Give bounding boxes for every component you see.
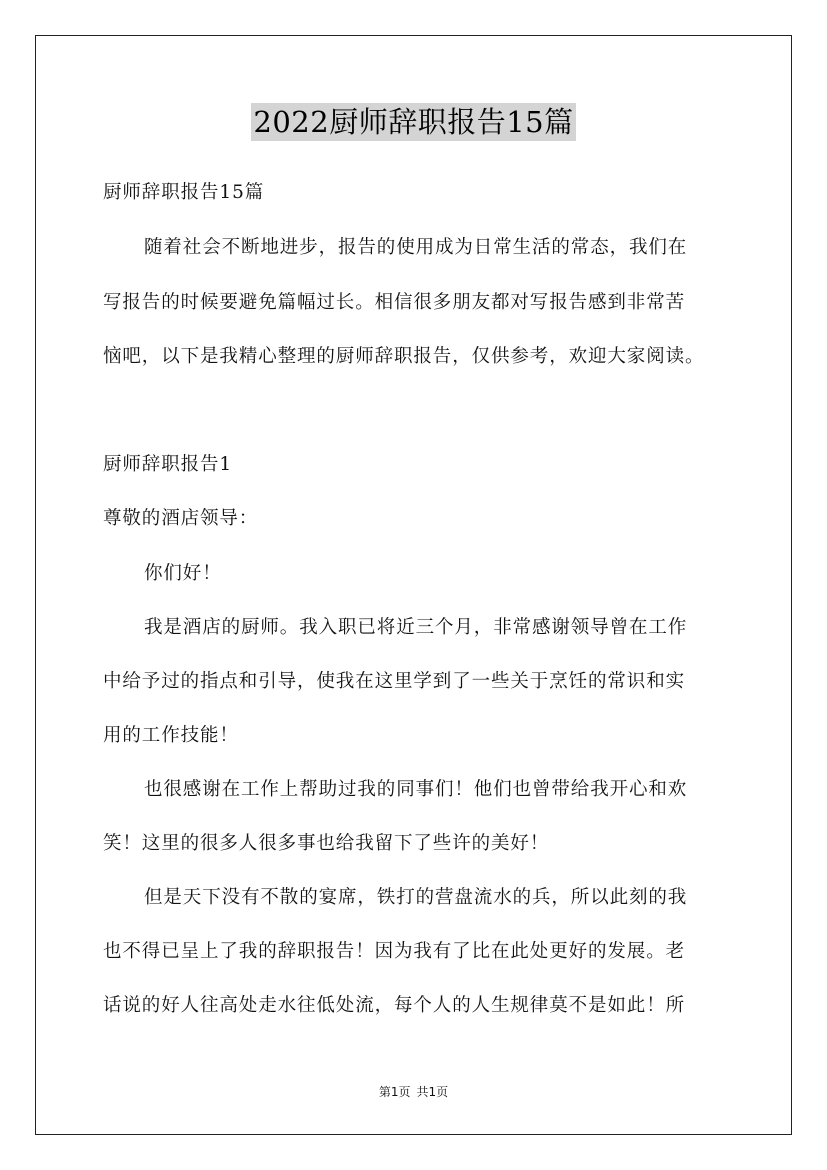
body-line: 话说的好人往高处走水往低处流，每个人的人生规律莫不是如此！所 bbox=[103, 995, 686, 1016]
body-line: 我是酒店的厨师。我入职已将近三个月，非常感谢领导曾在工作 bbox=[144, 617, 688, 638]
page-number: 第1页 bbox=[378, 1085, 411, 1099]
body-line: 中给予过的指点和引导，使我在这里学到了一些关于烹饪的常识和实 bbox=[103, 671, 686, 692]
body-line: 但是天下没有不散的宴席，铁打的营盘流水的兵，所以此刻的我 bbox=[144, 887, 688, 908]
salutation: 尊敬的酒店领导： bbox=[103, 508, 259, 529]
body-line: 也很感谢在工作上帮助过我的同事们！他们也曾带给我开心和欢 bbox=[144, 779, 688, 800]
document-title: 2022厨师辞职报告15篇 bbox=[253, 105, 574, 139]
body-line: 也不得已呈上了我的辞职报告！因为我有了比在此处更好的发展。老 bbox=[103, 941, 686, 962]
intro-line: 随着社会不断地进步，报告的使用成为日常生活的常态，我们在 bbox=[144, 237, 688, 258]
greeting: 你们好！ bbox=[144, 563, 222, 584]
page-footer bbox=[0, 1084, 827, 1100]
title-container bbox=[0, 103, 827, 141]
body-line: 用的工作技能！ bbox=[103, 725, 239, 746]
section-heading: 厨师辞职报告1 bbox=[103, 454, 233, 475]
intro-line: 恼吧，以下是我精心整理的厨师辞职报告，仅供参考，欢迎大家阅读。 bbox=[103, 346, 705, 367]
body-line: 笑！这里的很多人很多事也给我留下了些许的美好！ bbox=[103, 833, 550, 854]
document-subtitle: 厨师辞职报告15篇 bbox=[103, 182, 265, 203]
intro-line: 写报告的时候要避免篇幅过长。相信很多朋友都对写报告感到非常苦 bbox=[103, 292, 686, 313]
page-total: 共1页 bbox=[416, 1085, 449, 1099]
